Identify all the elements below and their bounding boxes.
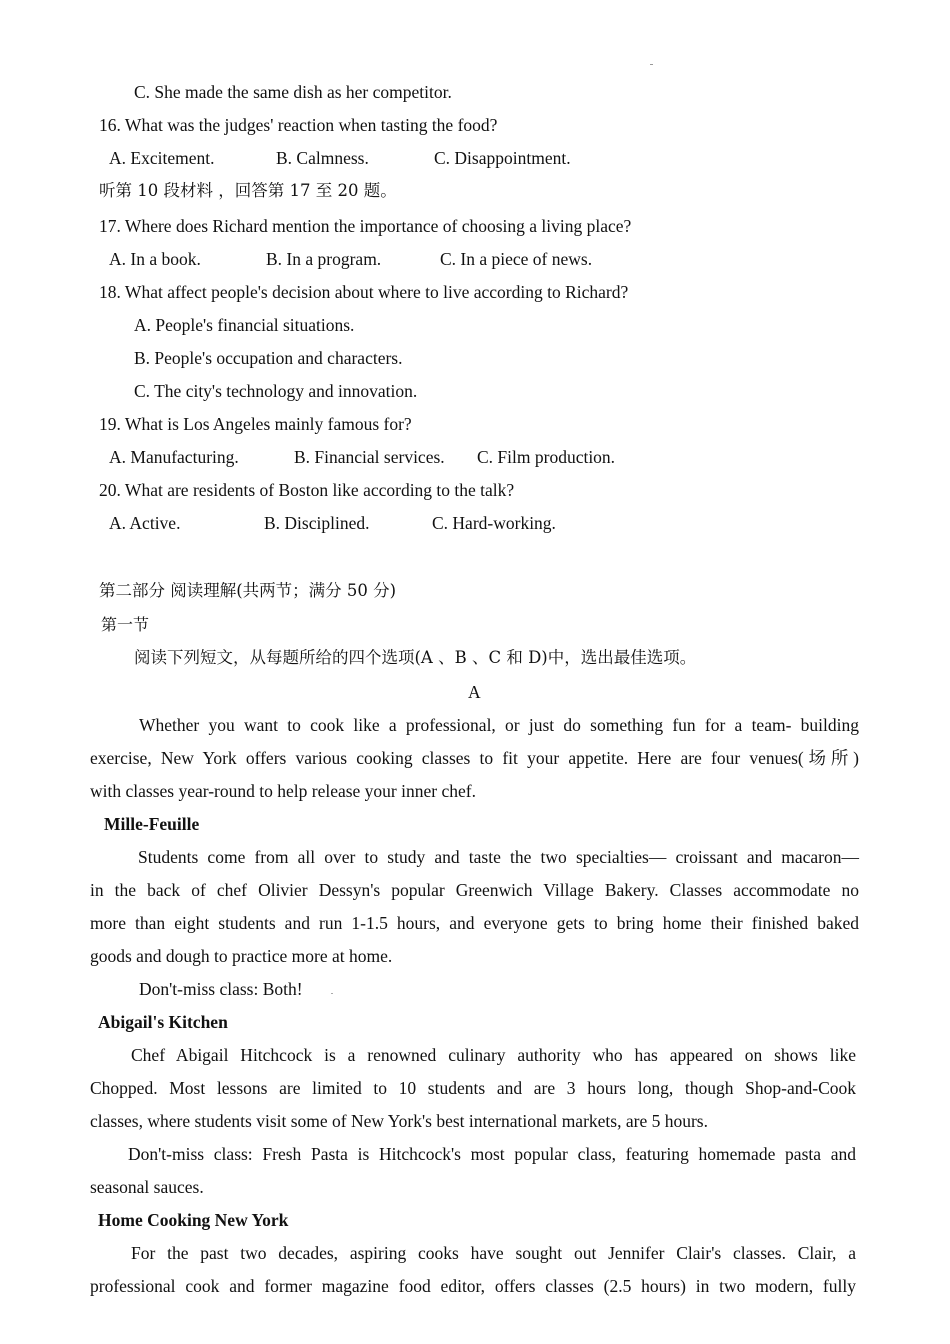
q15-option-c: C. She made the same dish as her competitor. — [134, 82, 452, 102]
q18-question: 18. What affect people's decision about where to live according to Richard? — [99, 282, 629, 302]
venue-title-abigails-kitchen: Abigail's Kitchen — [98, 1012, 228, 1032]
home-cooking-line-2: professional cook and former magazine food editor, offers classes (2.5 hours) in two modern, fully — [90, 1276, 856, 1296]
intro-line-2: exercise, New York offers various cooking classes to fit your appetite. Here are four venues(场所) — [90, 748, 859, 768]
q16-option-a: A. Excitement. — [109, 148, 215, 168]
q17-question: 17. Where does Richard mention the importance of choosing a living place? — [99, 216, 632, 236]
q20-option-c: C. Hard-working. — [432, 513, 556, 533]
q16-option-c: C. Disappointment. — [434, 148, 571, 168]
q20-option-a: A. Active. — [109, 513, 181, 533]
q19-option-c: C. Film production. — [477, 447, 616, 467]
q17-option-a: A. In a book. — [109, 249, 201, 269]
abigails-line-3: classes, where students visit some of New York's best international markets, are 5 hours. — [90, 1111, 708, 1131]
q20-question: 20. What are residents of Boston like according to the talk? — [99, 480, 515, 500]
abigails-line-1: Chef Abigail Hitchcock is a renowned culinary authority who has appeared on shows like — [131, 1045, 856, 1065]
q19-option-a: A. Manufacturing. — [109, 447, 239, 467]
section-instruction: 听第 10 段材料 ，回答第 17 至 20 题。 — [99, 181, 397, 200]
mille-feuille-line-4: goods and dough to practice more at home. — [90, 946, 393, 966]
mille-feuille-dont-miss: Don't-miss class: Both! — [139, 979, 303, 999]
section-label: 第一节 — [101, 615, 150, 634]
abigails-dont-miss-line-1: Don't-miss class: Fresh Pasta is Hitchcock's most popular class, featuring homemade pasta and — [128, 1144, 856, 1164]
scan-mark — [650, 64, 653, 65]
mille-feuille-line-1: Students come from all over to study and taste the two specialties— croissant and macaron— — [138, 847, 859, 867]
abigails-line-2: Chopped. Most lessons are limited to 10 students and are 3 hours long, though Shop-and-Cook — [90, 1078, 856, 1098]
part2-heading: 第二部分 阅读理解(共两节；满分 50 分) — [99, 581, 397, 600]
q18-option-a: A. People's financial situations. — [134, 315, 355, 335]
q16-option-b: B. Calmness. — [276, 148, 369, 168]
home-cooking-line-1: For the past two decades, aspiring cooks have sought out Jennifer Clair's classes. Clair, a — [131, 1243, 856, 1263]
venue-title-mille-feuille: Mille-Feuille — [104, 814, 200, 834]
q16-question: 16. What was the judges' reaction when tasting the food? — [99, 115, 498, 135]
intro-line-1: Whether you want to cook like a professional, or just do something fun for a team- building — [139, 715, 859, 735]
abigails-dont-miss-line-2: seasonal sauces. — [90, 1177, 204, 1197]
scan-mark — [331, 993, 333, 994]
venue-title-home-cooking: Home Cooking New York — [98, 1210, 289, 1230]
mille-feuille-line-3: more than eight students and run 1-1.5 hours, and everyone gets to bring home their finished baked — [90, 913, 859, 933]
mille-feuille-line-2: in the back of chef Olivier Dessyn's popular Greenwich Village Bakery. Classes accommodate no — [90, 880, 859, 900]
passage-label: A — [468, 682, 481, 702]
q20-option-b: B. Disciplined. — [264, 513, 370, 533]
reading-instruction: 阅读下列短文，从每题所给的四个选项(A 、B 、C 和 D)中，选出最佳选项。 — [134, 648, 697, 667]
q19-option-b: B. Financial services. — [294, 447, 445, 467]
q18-option-b: B. People's occupation and characters. — [134, 348, 403, 368]
intro-line-3: with classes year-round to help release your inner chef. — [90, 781, 476, 801]
q17-option-b: B. In a program. — [266, 249, 382, 269]
q17-option-c: C. In a piece of news. — [440, 249, 593, 269]
q19-question: 19. What is Los Angeles mainly famous for? — [99, 414, 412, 434]
q18-option-c: C. The city's technology and innovation. — [134, 381, 418, 401]
